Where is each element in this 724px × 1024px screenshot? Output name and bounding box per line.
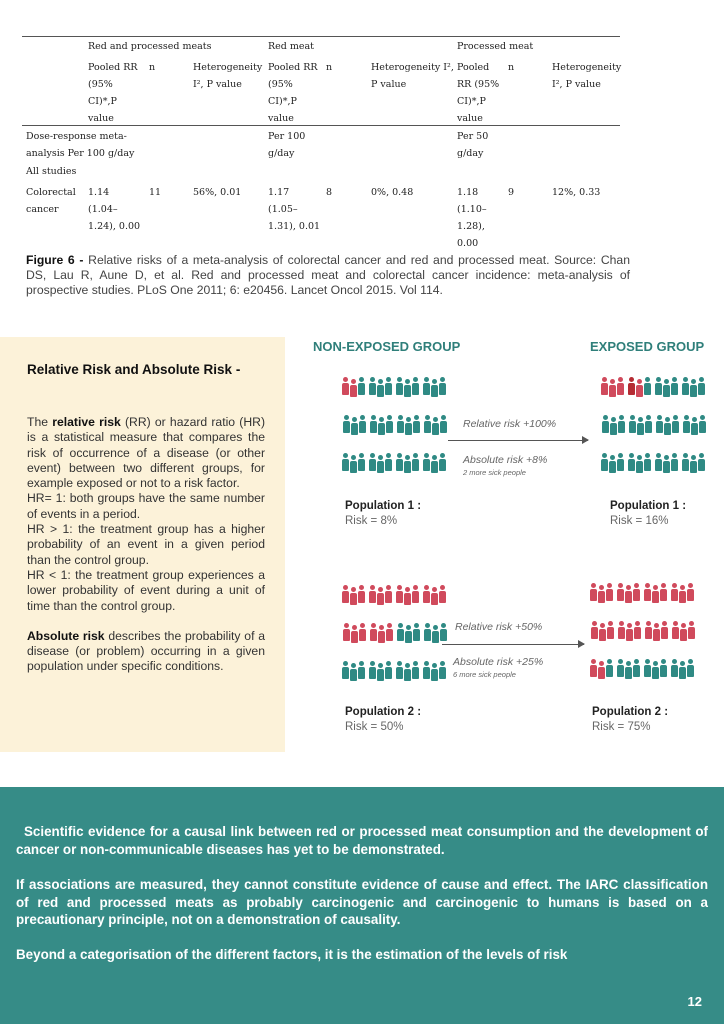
person-icon [687, 659, 694, 677]
person-icon [377, 379, 384, 397]
person-icon [350, 663, 357, 681]
person-icon [598, 661, 605, 679]
person-icon [424, 623, 431, 641]
person-icon [663, 379, 670, 397]
person-icon [439, 377, 446, 395]
person-icon [439, 661, 446, 679]
person-icon [682, 453, 689, 471]
pop2-arrow [442, 644, 584, 645]
person-icon [609, 455, 616, 473]
person-icon [609, 379, 616, 397]
person-icon [342, 661, 349, 679]
person-icon [358, 585, 365, 603]
hr-less-paragraph: HR < 1: the treatment group experiences a lower probability of event during a unit of time than the control group. [27, 567, 265, 613]
absolute-risk-paragraph: Absolute risk describes the probability of a disease (or problem) occurring in a given population under specific conditions. [27, 628, 265, 674]
pop1-label-exposed: Population 1 : [610, 500, 687, 512]
person-icon [591, 621, 598, 639]
person-icon [687, 583, 694, 601]
person-icon [431, 587, 438, 605]
person-icon [424, 415, 431, 433]
person-icon [617, 583, 624, 601]
person-icon [652, 585, 659, 603]
person-icon [351, 625, 358, 643]
person-icon [358, 377, 365, 395]
person-icon [359, 415, 366, 433]
person-icon [413, 415, 420, 433]
person-icon [598, 585, 605, 603]
person-icon [664, 417, 671, 435]
person-icon [386, 415, 393, 433]
person-icon [644, 659, 651, 677]
person-icon [691, 417, 698, 435]
person-icon [412, 453, 419, 471]
subheader-n-1: n [149, 62, 156, 73]
person-icon [431, 379, 438, 397]
subheader-het-2: Heterogeneity I², P value [371, 62, 454, 90]
person-icon [358, 661, 365, 679]
row-n-1: 11 [149, 187, 162, 198]
row-rr-2: 1.17 (1.05– 1.31), 0.01 [268, 187, 321, 232]
person-icon [386, 623, 393, 641]
conclusion-block [0, 787, 724, 1024]
person-icon [655, 377, 662, 395]
person-icon [644, 583, 651, 601]
person-icon [342, 453, 349, 471]
pop1-absolute-risk: Absolute risk +8% [463, 454, 548, 466]
person-icon [423, 585, 430, 603]
person-icon [377, 663, 384, 681]
person-icon [690, 455, 697, 473]
non-exposed-group-title: NON-EXPOSED GROUP [313, 339, 461, 354]
conclusion-paragraph-3: Beyond a categorisation of the different factors, it is the estimation of the levels of risk [16, 947, 568, 962]
row-rr-1: 1.14 (1.04– 1.24), 0.00 [88, 187, 141, 232]
person-icon [350, 455, 357, 473]
box-title: Relative Risk and Absolute Risk - [27, 362, 241, 377]
person-icon [396, 585, 403, 603]
subheader-n-3: n [508, 62, 515, 73]
pop1-relative-risk: Relative risk +100% [463, 418, 557, 430]
person-icon [606, 583, 613, 601]
table-top-rule [22, 36, 620, 37]
person-icon [679, 585, 686, 603]
person-icon [644, 377, 651, 395]
person-icon [385, 453, 392, 471]
dose-red: Per 100 g/day [268, 131, 306, 159]
pop2-risk-exposed: Risk = 75% [592, 721, 651, 733]
person-icon [628, 377, 635, 395]
person-icon [671, 659, 678, 677]
person-icon [610, 417, 617, 435]
row-het-1: 56%, 0.01 [193, 187, 242, 198]
person-icon [617, 377, 624, 395]
person-icon [679, 661, 686, 679]
person-icon [634, 621, 641, 639]
person-icon [396, 453, 403, 471]
person-icon [660, 583, 667, 601]
pop2-relative-risk: Relative risk +50% [455, 621, 543, 633]
box-body [27, 415, 265, 675]
hr-equal-paragraph: HR= 1: both groups have the same number of events in a period. [27, 491, 265, 521]
person-icon [698, 377, 705, 395]
person-icon [606, 659, 613, 677]
page-number: 12 [687, 994, 702, 1009]
risk-explanation-box [0, 337, 285, 752]
person-icon [671, 377, 678, 395]
person-icon [617, 659, 624, 677]
person-icon [423, 377, 430, 395]
person-icon [378, 417, 385, 435]
subheader-pooled-3: Pooled RR (95% CI)*,P value [457, 62, 500, 124]
person-icon [599, 623, 606, 641]
hr-greater-paragraph: HR > 1: the treatment group has a higher probability of an event in a given period than the control group. [27, 522, 265, 567]
person-icon [626, 623, 633, 641]
pop2-risk-non-exposed: Risk = 50% [345, 721, 404, 733]
person-icon [440, 623, 447, 641]
pop2-label-non-exposed: Population 2 : [345, 706, 422, 718]
header-red-processed: Red and processed meats [88, 41, 212, 52]
person-icon [633, 659, 640, 677]
row-rr-3: 1.18 (1.10– 1.28), 0.00 [457, 187, 487, 249]
person-icon [358, 453, 365, 471]
person-icon [602, 415, 609, 433]
person-icon [607, 621, 614, 639]
person-icon [645, 621, 652, 639]
pop1-label-non-exposed: Population 1 : [345, 500, 422, 512]
relative-risk-paragraph: The relative risk (RR) or hazard ratio (HR) is a statistical measure that compares the risk of occurrence of a disease (or other event) between two different groups, for example exposed or not to a risk factor. [27, 415, 266, 491]
person-icon [397, 415, 404, 433]
pop1-arrow [448, 440, 588, 441]
person-icon [601, 453, 608, 471]
person-icon [423, 453, 430, 471]
pop2-absolute-risk: Absolute risk +25% [453, 656, 544, 668]
person-icon [423, 661, 430, 679]
conclusion-paragraph-2: If associations are measured, they cannot constitute evidence of cause and effect. The IARC classification of red and processed meats as probably carcinogenic and carcinogenic to humans is based on a precautionary principle, not on a demonstration of causality. [16, 877, 708, 927]
person-icon [617, 453, 624, 471]
person-icon [698, 453, 705, 471]
person-icon [397, 623, 404, 641]
person-icon [396, 661, 403, 679]
person-icon [618, 415, 625, 433]
pop1-absolute-sub: 2 more sick people [463, 468, 526, 477]
person-icon [629, 415, 636, 433]
person-icon [413, 623, 420, 641]
subheader-n-2: n [326, 62, 333, 73]
subheader-pooled-2: Pooled RR (95% CI)*,P value [268, 62, 318, 124]
person-icon [637, 417, 644, 435]
person-icon [688, 621, 695, 639]
person-icon [359, 623, 366, 641]
row-het-2: 0%, 0.48 [371, 187, 414, 198]
row-het-3: 12%, 0.33 [552, 187, 601, 198]
person-icon [633, 583, 640, 601]
person-icon [680, 623, 687, 641]
person-icon [671, 583, 678, 601]
person-icon [590, 659, 597, 677]
header-processed-meat: Processed meat [457, 41, 534, 52]
person-icon [404, 379, 411, 397]
person-icon [661, 621, 668, 639]
person-icon [431, 455, 438, 473]
conclusion-paragraph-1: Scientific evidence for a causal link between red or processed meat consumption and the development of cancer or non-communicable diseases has yet to be demonstrated. [16, 824, 708, 857]
person-icon [343, 415, 350, 433]
person-icon [628, 453, 635, 471]
person-icon [350, 379, 357, 397]
person-icon [440, 415, 447, 433]
person-icon [690, 379, 697, 397]
person-icon [439, 453, 446, 471]
dose-label: Dose-response meta- analysis Per 100 g/day [26, 131, 135, 159]
person-icon [625, 661, 632, 679]
person-icon [653, 623, 660, 641]
caption-label: Figure 6 - [26, 253, 84, 267]
person-icon [618, 621, 625, 639]
person-icon [412, 661, 419, 679]
person-icon [369, 661, 376, 679]
person-icon [412, 377, 419, 395]
person-icon [683, 415, 690, 433]
person-icon [370, 415, 377, 433]
dose-processed: Per 50 g/day [457, 131, 489, 159]
header-red-meat: Red meat [268, 41, 314, 52]
person-icon [405, 625, 412, 643]
subheader-het-1: Heterogeneity I², P value [193, 62, 263, 90]
person-icon [644, 453, 651, 471]
person-icon [601, 377, 608, 395]
exposed-group-title: EXPOSED GROUP [590, 339, 705, 354]
person-icon [378, 625, 385, 643]
subheader-pooled-1: Pooled RR (95% CI)*,P value [88, 62, 138, 124]
subheader-het-3: Heterogeneity I², P value [552, 62, 622, 90]
person-icon [672, 415, 679, 433]
person-icon [370, 623, 377, 641]
person-icon [350, 587, 357, 605]
person-icon [377, 587, 384, 605]
person-icon [656, 415, 663, 433]
person-icon [645, 415, 652, 433]
person-icon [377, 455, 384, 473]
person-icon [412, 585, 419, 603]
person-icon [652, 661, 659, 679]
person-icon [655, 453, 662, 471]
person-icon [682, 377, 689, 395]
pop2-absolute-sub: 6 more sick people [453, 670, 516, 679]
person-icon [385, 661, 392, 679]
row-n-2: 8 [326, 187, 333, 198]
person-icon [636, 455, 643, 473]
person-icon [351, 417, 358, 435]
person-icon [405, 417, 412, 435]
person-icon [369, 453, 376, 471]
person-icon [343, 623, 350, 641]
all-studies-label: All studies [26, 166, 77, 177]
person-icon [342, 585, 349, 603]
person-icon [636, 379, 643, 397]
person-icon [432, 625, 439, 643]
person-icon [404, 663, 411, 681]
person-icon [590, 583, 597, 601]
person-icon [625, 585, 632, 603]
pop1-risk-non-exposed: Risk = 8% [345, 515, 398, 527]
person-icon [439, 585, 446, 603]
person-icon [342, 377, 349, 395]
person-icon [671, 453, 678, 471]
row-label: Colorectal cancer [26, 187, 76, 215]
person-icon [660, 659, 667, 677]
person-icon [699, 415, 706, 433]
row-n-3: 9 [508, 187, 515, 198]
person-icon [404, 455, 411, 473]
person-icon [369, 585, 376, 603]
pop2-label-exposed: Population 2 : [592, 706, 669, 718]
person-icon [672, 621, 679, 639]
person-icon [385, 377, 392, 395]
person-icon [663, 455, 670, 473]
person-icon [385, 585, 392, 603]
figure-caption [26, 253, 630, 298]
caption-text: Relative risks of a meta-analysis of colorectal cancer and red and processed meat. Source: Chan DS, Lau R, Aune D, et al. Red and processed meat and colorectal cancer incidence: meta-analysis of prospective studies. PLoS One 2011; 6: e20456. Lancet Oncol 2015. Vol 114. [26, 253, 630, 297]
person-icon [404, 587, 411, 605]
person-icon [369, 377, 376, 395]
person-icon [431, 663, 438, 681]
person-icon [396, 377, 403, 395]
person-icon [432, 417, 439, 435]
pop1-risk-exposed: Risk = 16% [610, 515, 669, 527]
